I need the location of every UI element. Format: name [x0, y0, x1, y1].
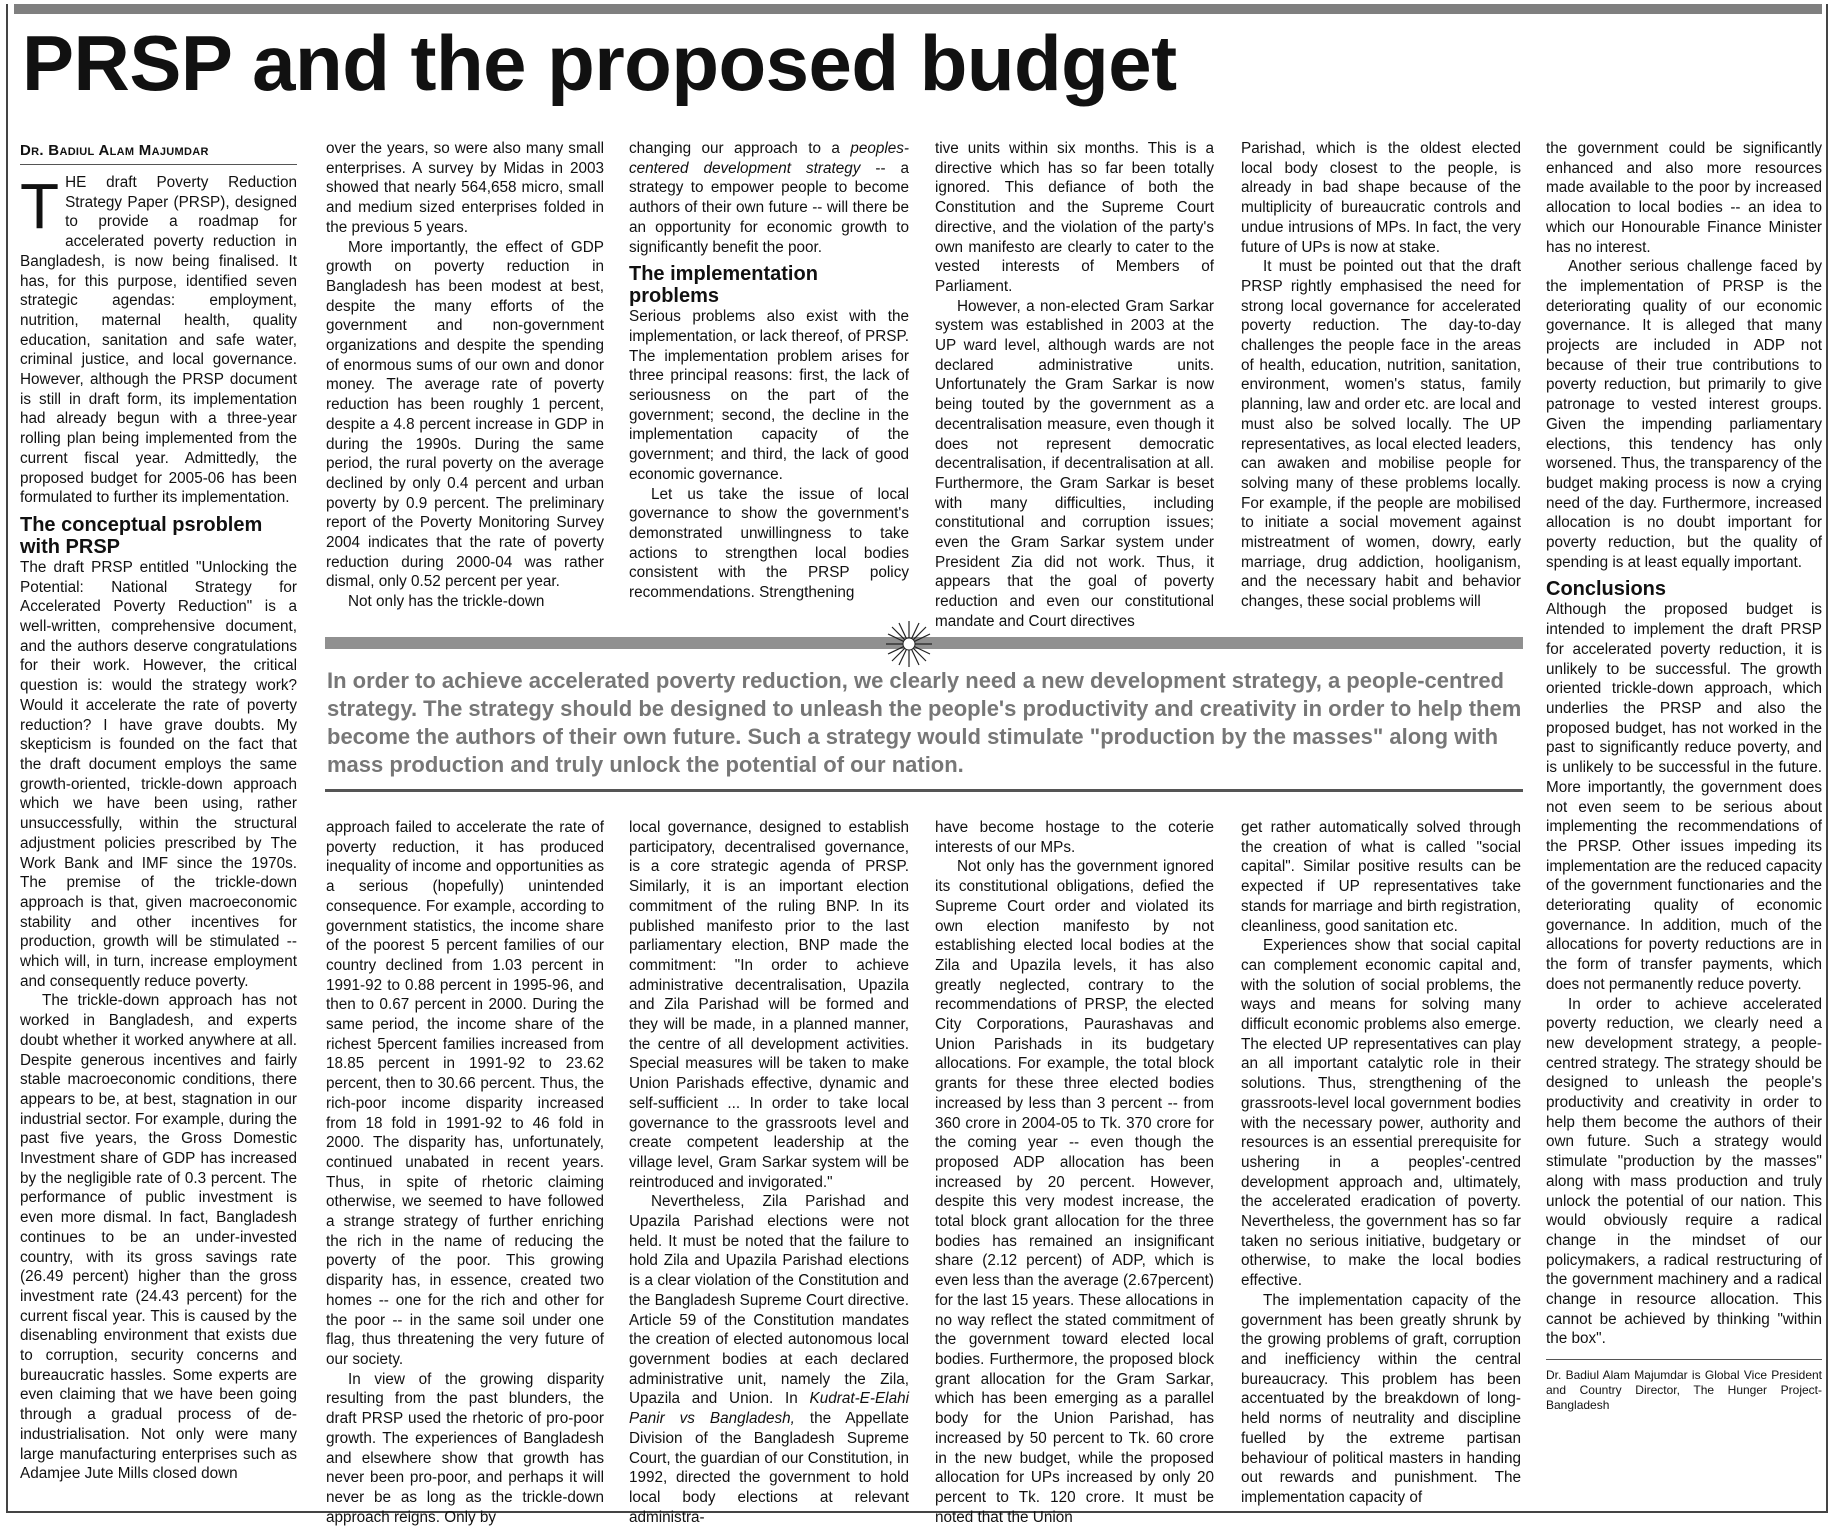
right-border	[1826, 4, 1828, 1513]
section-heading-conclusions: Conclusions	[1546, 578, 1667, 601]
paragraph: It must be pointed out that the draft PRSP rightly emphasised the need for strong local governance for accelerated poverty reduction. The day-to-day challenges the people face in the areas of health, education, nutrition, sanitation, environment, women's status, family planning, law and order etc. are local and must also be solved locally. The UP representatives, as local elected leaders, can awaken and mobilise people for solving many of these problems locally. For example, if the people are mobilised to initiate a social movement against mistreatment of women, dowry, early marriage, drug addiction, hooliganism, and the necessary habit and behavior changes, these social problems will	[1241, 258, 1521, 611]
paragraph: get rather automatically solved through the creation of what is called "social capital". Similar positive results can be expected if UP representatives take stands for marriage and birth registration, cleanliness, good sanitation etc.	[1241, 819, 1521, 935]
paragraph: the government could be significantly enhanced and also more resources made available to the poor by increased allocation to local bodies -- an idea to which our Honourable Finance Minister has no interest.	[1546, 140, 1822, 256]
paragraph: tive units within six months. This is a directive which has so far been totally ignored. This defiance of both the Constitution and the Supreme Court directive, and the violation of the party's own manifesto are clearly to cater to the vested interests of Members of Parliament.	[935, 140, 1214, 295]
paragraph: More importantly, the effect of GDP growth on poverty reduction in Bangladesh has been modest at best, despite the many efforts of the government and non-government organizations and despite the spending of enormous sums of our own and donor money. The average rate of poverty reduction has been roughly 1 percent, despite a 4.8 percent increase in GDP in during the 1990s. During the same period, the rural poverty on the average declined by only 0.4 percent and urban poverty by 0.9 percent. The preliminary report of the Poverty Monitoring Survey 2004 indicates that the rate of poverty reduction during 2000-04 was rather dismal, only 0.52 percent per year.	[326, 238, 604, 591]
column-2-bottom	[326, 818, 604, 1527]
column-2-top	[326, 139, 604, 612]
paragraph: Another serious challenge faced by the implementation of PRSP is the deteriorating quality of our economic governance. It is alleged that many projects are included in ADP not because of their true contributions to poverty reduction, but primarily to give patronage to vested interest groups. Given the impending parliamentary elections, this tendency has only worsened. Thus, the transparency of the budget making process is now a crying need of the day. Furthermore, increased allocation is no doubt important for poverty reduction, but the quality of spending is at least equally important.	[1546, 258, 1822, 571]
paragraph: local governance, designed to establish participatory, decentralised governance, is a core strategic agenda of PRSP. Similarly, it is an important election commitment of the ruling BNP. In its published manifesto prior to the last parliamentary election, BNP made the commitment: "In order to achieve administrative decentralisation, Upazila and Zila Parishad will be formed and they will be made, in a planned manner, the centre of all development activities. Special measures will be taken to make Union Parishads effective, dynamic and self-sufficient ... In order to take local governance to the grassroots level and create competent leadership at the village level, Gram Sarkar system will be reintroduced and invigorated."	[629, 819, 909, 1191]
column-6	[1546, 139, 1822, 1413]
paragraph: Serious problems also exist with the implementation, or lack thereof, of PRSP. The implementation problem arises for three principal reasons: first, the lack of seriousness on the part of the government; second, the decline in the implementation capacity of the government; and third, the lack of good economic governance.	[629, 308, 909, 483]
paragraph: However, a non-elected Gram Sarkar system was established in 2003 at the UP ward level, although wards are not declared administrative units. Unfortunately the Gram Sarkar is now being touted by the government as a decentralisation measure, even though it does not represent democratic decentralisation, if decentralisation at all. Furthermore, the Gram Sarkar is beset with many difficulties, including constitutional and corruption issues; even the Gram Sarkar system under President Zia did not work. Thus, it appears that the goal of poverty reduction and even our constitutional mandate and Court directives	[935, 297, 1214, 630]
bottom-border	[6, 1511, 1828, 1513]
starburst-icon	[884, 619, 934, 669]
author-bio: Dr. Badiul Alam Majumdar is Global Vice President and Country Director, The Hunger Project-Bangladesh	[1546, 1368, 1822, 1413]
column-3-bottom	[629, 818, 909, 1527]
column-5-bottom	[1241, 818, 1521, 1508]
paragraph: approach failed to accelerate the rate of poverty reduction, it has produced inequality of income and opportunities as a serious (hopefully) unintended consequence. For example, according to government statistics, the income share of the poorest 5 percent families of our country declined from 1.03 percent in 1991-92 to 0.88 percent in 1995-96, and then to 0.67 percent in 2000. During the same period, the income share of the richest 5percent families increased from 18.85 percent in 1991-92 to 23.62 percent, then to 30.66 percent. Thus, the rich-poor income disparity increased from 18 fold in 1991-92 to 46 fold in 2000. The disparity has, unfortunately, continued unabated in recent years. Thus, in spite of rhetoric claiming otherwise, we seemed to have followed a strange strategy of further enriching the rich in the name of reducing the poverty of the poor. This growing disparity has, in essence, created two homes -- one for the rich and other for the poor -- in the same soil under one flag, thus threatening the very future of our society.	[326, 819, 604, 1368]
paragraph: Let us take the issue of local governance to show the government's demonstrated unwillingness to take actions to strengthen local bodies consistent with the PRSP policy recommendations. Strengthening	[629, 485, 909, 602]
byline-rule	[20, 164, 297, 165]
paragraph: The draft PRSP entitled "Unlocking the Potential: National Strategy for Accelerated Poverty Reduction" is a well-written, comprehensive document, and the authors deserve congratulations for their work. However, the critical question is: would the strategy work? Would it accelerate the rate of poverty reduction? I have grave doubts. My skepticism is founded on the fact that the draft document employs the same growth-oriented, trickle-down approach which we have been using, rather unsuccessfully, within the structural adjustment policies prescribed by The Work Bank and IMF since the 1970s. The premise of the trickle-down approach is that, given macroeconomic stability and other incentives for production, growth will be stimulated -- which will, in turn, increase employment and consequently reduce poverty.	[20, 558, 297, 990]
paragraph: changing our approach to a peoples-centered development strategy -- a strategy to empower people to become authors of their own future -- will there be an opportunity for economic growth to significantly benefit the poor.	[629, 140, 909, 256]
column-1	[20, 141, 297, 1484]
paragraph: The trickle-down approach has not worked in Bangladesh, and experts doubt whether it worked anywhere at all. Despite generous incentives and fairly stable macroeconomic conditions, there appears to be, at best, stagnation in our industrial sector. For example, during the past five years, the Gross Domestic Investment share of GDP has increased by the negligible rate of 0.3 percent. The performance of public investment is even more dismal. In fact, Bangladesh continues to be an under-invested country, with its gross savings rate (26.49 percent) higher than the gross investment rate (24.43 percent) for the current fiscal year. This is caused by the disenabling environment that exists due to corruption, security concerns and bureaucratic hassles. Some experts are even claiming that we have been going through a gradual process of de-industrialisation. Not only were many large manufacturing enterprises such as Adamjee Jute Mills closed down	[20, 992, 297, 1483]
paragraph: In order to achieve accelerated poverty reduction, we clearly need a new development strategy, a people-centred strategy. The strategy should be designed to unleash the people's productivity and creativity in order to help them become the authors of their own future. Such a strategy would stimulate "production by the masses" along with mass production and truly unlock the potential of our nation. This would obviously require a radical change in the mindset of our policymakers, a radical restructuring of the government machinery and a radical change in resource allocation. This cannot be achieved by thinking "within the box".	[1546, 995, 1822, 1348]
left-border	[6, 4, 8, 1513]
column-5-top	[1241, 139, 1521, 612]
paragraph: The implementation capacity of the government has been greatly shrunk by the growing problems of graft, corruption and inefficiency within the central bureaucracy. This problem has been accentuated by the breakdown of long-held norms of neutrality and discipline fuelled by the extreme partisan behaviour of political masters in handing out rewards and punishment. The implementation capacity of	[1241, 1291, 1521, 1506]
paragraph: In view of the growing disparity resulting from the past blunders, the draft PRSP used the rhetoric of pro-poor growth. The experiences of Bangladesh and elsewhere show that growth has never been pro-poor, and perhaps it will never be as long as the trickle-down approach reigns. Only by	[326, 1370, 604, 1526]
column-4-bottom	[935, 818, 1214, 1527]
intro-paragraph: THE draft Poverty Reduction Strategy Paper (PRSP), designed to provide a roadmap for accelerated poverty reduction in Bangladesh, is now being finalised. It has, for this purpose, identified seven strategic agendas: employment, nutrition, maternal health, quality education, sanitation and safe water, criminal justice, and local governance. However, although the PRSP document is still in draft form, its implementation had already begun with a three-year rolling plan being implemented from the current fiscal year. Admittedly, the proposed budget for 2005-06 has been formulated to further its implementation.	[20, 170, 297, 507]
column-4-top	[935, 139, 1214, 632]
paragraph: over the years, so were also many small enterprises. A survey by Midas in 2003 showed that nearly 564,658 micro, small and medium sized enterprises folded in the previous 5 years.	[326, 140, 604, 236]
paragraph: Not only has the trickle-down	[348, 593, 545, 611]
paragraph: have become hostage to the coterie interests of our MPs.	[935, 819, 1214, 856]
byline: Dr. Badiul Alam Majumdar	[20, 142, 209, 159]
paragraph: Although the proposed budget is intended to implement the draft PRSP for accelerated poverty reduction, it is unlikely to be successful. The growth oriented trickle-down approach, which underlies the PRSP and also the proposed budget, has not worked in the past to significantly reduce poverty, and is unlikely to be successful in the future. More importantly, the government does not even seem to be serious about implementing the recommendations of the PRSP. Other issues impeding its implementation are the reduced capacity of the government functionaries and the deteriorating quality of economic governance. In addition, much of the allocations for poverty reductions are in the form of transfer payments, which does not permanently reduce poverty.	[1546, 601, 1822, 993]
pull-quote-bottom-rule	[325, 789, 1523, 792]
headline: PRSP and the proposed budget	[22, 19, 1177, 107]
paragraph: Nevertheless, Zila Parishad and Upazila Parishad elections were not held. It must be noted that the failure to hold Zila and Upazila Parishad elections is a clear violation of the Constitution and the Bangladesh Supreme Court directive. Article 59 of the Constitution mandates the creation of elected autonomous local government bodies at each declared administrative unit, namely the Zila, Upazila and Union. In Kudrat-E-Elahi Panir vs Bangladesh, the Appellate Division of the Bangladesh Supreme Court, the guardian of our Constitution, in 1992, directed the government to hold local body elections at relevant administra-	[629, 1193, 909, 1526]
paragraph: Not only has the government ignored its constitutional obligations, defied the Supreme Court order and violated its own election manifesto by not establishing elected local bodies at the Zila and Upazila levels, it has also greatly neglected, contrary to the recommendations of PRSP, the elected City Corporations, Paurashavas and Union Parishads in its budgetary allocations. For example, the total block grants for these three elected bodies increased by less than 3 percent -- from 360 crore in 2004-05 to Tk. 370 crore for the coming year -- even though the proposed ADP allocation has been increased by 20 percent. However, despite this very modest increase, the total block grant allocation for the three bodies has remained an insignificant share (2.12 percent) of ADP, which is even less than the average (2.67percent) for the last 15 years. These allocations in no way reflect the stated commitment of the government toward elected local bodies. Furthermore, the proposed block grant allocation for the Gram Sarkar, which has been emerging as a parallel body for the Union Parishad, has increased by 50 percent to Tk. 60 crore in the new budget, while the proposed allocation for UPs increased by only 20 percent to Tk. 120 crore. It must be noted that the Union	[935, 858, 1214, 1526]
section-heading-implementation: The implementation problems	[629, 263, 818, 308]
paragraph: Parishad, which is the oldest elected local body closest to the people, is already in bad shape because of the multiplicity of bureaucratic controls and undue intrusions of MPs. In fact, the very future of UPs is now at stake.	[1241, 140, 1521, 256]
bio-rule	[1546, 1359, 1822, 1360]
section-heading-conceptual: The conceptual psroblem with PRSP	[20, 513, 263, 558]
drop-cap: T	[20, 170, 60, 242]
column-3-top	[629, 139, 909, 603]
top-rule	[14, 4, 1822, 14]
paragraph: Experiences show that social capital can complement economic capital and, with the solution of social problems, the ways and means for solving many difficult economic problems also emerge. The elected UP representatives can play an all important catalytic role in their solutions. Thus, strengthening of the grassroots-level local government bodies with the necessary power, authority and resources is an essential prerequisite for ushering in a peoples'-centred development approach and, ultimately, the accelerated eradication of poverty. Nevertheless, the government has so far taken no serious initiative, budgetary or otherwise, to make the local bodies effective.	[1241, 937, 1521, 1290]
pull-quote: In order to achieve accelerated poverty reduction, we clearly need a new development strategy, a people-centred strategy. The strategy should be designed to unleash the people's productivity and creativity in order to help them become the authors of their own future. Such a strategy would stimulate "production by the masses" along with mass production and truly unlock the potential of our nation.	[327, 668, 1522, 777]
